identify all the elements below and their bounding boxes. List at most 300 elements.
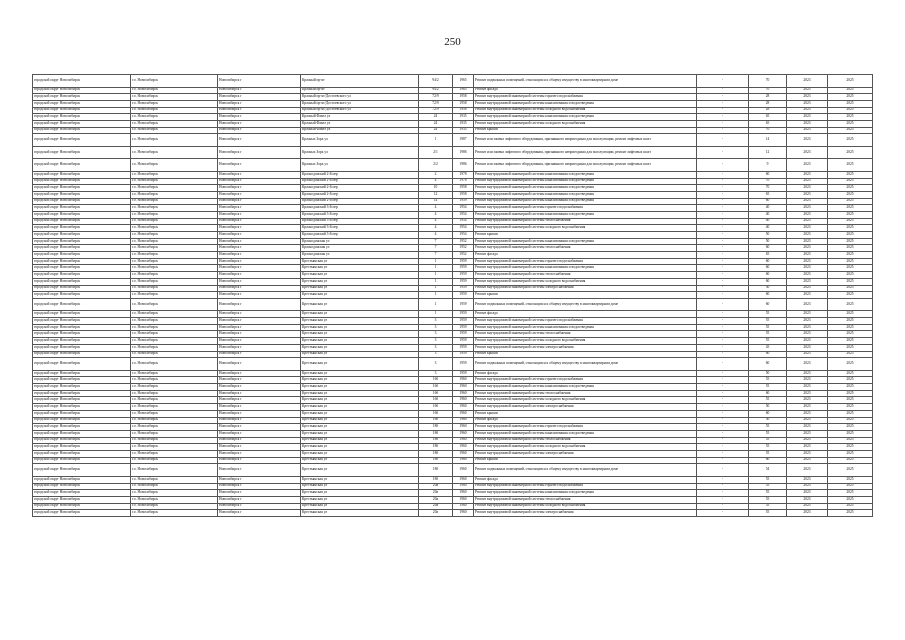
table-row — [33, 444, 873, 451]
house-cell: 18б — [419, 430, 453, 437]
start-year-cell: 2023 — [787, 134, 828, 147]
city-cell: Новосибирск г — [218, 331, 301, 338]
work-type-cell: Ремонт внутридомовой инженерной системы электроснабжения — [474, 450, 697, 457]
street-cell: Краснодонская ул — [301, 245, 419, 252]
street-cell: Крестьянская ул — [301, 384, 419, 391]
value-cell: 50 — [749, 232, 787, 239]
city-cell: Новосибирск г — [218, 185, 301, 192]
district-cell: г.о. Новосибирск — [131, 278, 218, 285]
start-year-cell: 2023 — [787, 344, 828, 351]
work-type-cell: Ремонт внутридомовой инженерной системы канализования и водоотведения — [474, 191, 697, 198]
work-type-cell: Ремонт внутридомовой инженерной системы канализования и водоотведения — [474, 100, 697, 107]
year-cell: 1959 — [453, 344, 474, 351]
value-cell: 28 — [749, 94, 787, 101]
street-cell: Крестьянская ул — [301, 370, 419, 377]
work-type-cell: Ремонт внутридомовой инженерной системы теплоснабжения — [474, 218, 697, 225]
year-cell: 1959 — [453, 198, 474, 205]
dash-cell: - — [697, 205, 749, 212]
year-cell: 1958 — [453, 94, 474, 101]
district-cell: г.о. Новосибирск — [131, 87, 218, 94]
street-cell: Крестьянская ул — [301, 318, 419, 325]
end-year-cell: 2025 — [828, 338, 873, 345]
district-cell: г.о. Новосибирск — [131, 127, 218, 134]
end-year-cell: 2025 — [828, 483, 873, 490]
year-cell: 1960 — [453, 450, 474, 457]
house-cell: 4 — [419, 205, 453, 212]
table-row — [33, 351, 873, 358]
end-year-cell: 2025 — [828, 205, 873, 212]
year-cell: 1959 — [453, 272, 474, 279]
municipality-cell: городской округ Новосибирск — [33, 127, 131, 134]
house-cell: 18б — [419, 437, 453, 444]
start-year-cell: 2023 — [787, 377, 828, 384]
municipality-cell: городской округ Новосибирск — [33, 496, 131, 503]
work-type-cell: Ремонт внутридомовой инженерной системы канализования и водоотведения — [474, 265, 697, 272]
table-row — [33, 198, 873, 205]
dash-cell: - — [697, 351, 749, 358]
city-cell: Новосибирск г — [218, 87, 301, 94]
start-year-cell: 2023 — [787, 444, 828, 451]
district-cell: г.о. Новосибирск — [131, 311, 218, 318]
house-cell: 16б — [419, 377, 453, 384]
table-row — [33, 338, 873, 345]
dash-cell: - — [697, 211, 749, 218]
city-cell: Новосибирск г — [218, 245, 301, 252]
end-year-cell: 2025 — [828, 476, 873, 483]
start-year-cell: 2023 — [787, 370, 828, 377]
year-cell: 1935 — [453, 127, 474, 134]
end-year-cell: 2025 — [828, 225, 873, 232]
municipality-cell: городской округ Новосибирск — [33, 483, 131, 490]
work-type-cell: Ремонт подвальных помещений, относящихся к общему имуществу в многоквартирном доме — [474, 298, 697, 311]
house-cell: 20а — [419, 490, 453, 497]
year-cell: 1959 — [453, 351, 474, 358]
street-cell: Крестьянская ул — [301, 377, 419, 384]
street-cell: Красный Факел ул — [301, 127, 419, 134]
year-cell: 1960 — [453, 464, 474, 477]
end-year-cell: 2025 — [828, 178, 873, 185]
repair-schedule-table — [32, 74, 873, 517]
municipality-cell: городской округ Новосибирск — [33, 272, 131, 279]
house-cell: 72/9 — [419, 94, 453, 101]
work-type-cell: Ремонт или замена лифтового оборудования, признанного непригодным для эксплуатации, ремонт лифтовых шахт — [474, 146, 697, 159]
district-cell: г.о. Новосибирск — [131, 258, 218, 265]
dash-cell: - — [697, 292, 749, 299]
end-year-cell: 2025 — [828, 232, 873, 239]
end-year-cell: 2025 — [828, 285, 873, 292]
start-year-cell: 2023 — [787, 404, 828, 411]
value-cell: 28 — [749, 107, 787, 114]
city-cell: Новосибирск г — [218, 205, 301, 212]
district-cell: г.о. Новосибирск — [131, 464, 218, 477]
dash-cell: - — [697, 100, 749, 107]
end-year-cell: 2025 — [828, 397, 873, 404]
dash-cell: - — [697, 114, 749, 121]
house-cell: 18б — [419, 450, 453, 457]
value-cell: 60 — [749, 171, 787, 178]
district-cell: г.о. Новосибирск — [131, 298, 218, 311]
municipality-cell: городской округ Новосибирск — [33, 450, 131, 457]
house-cell: 16б — [419, 404, 453, 411]
start-year-cell: 2023 — [787, 324, 828, 331]
year-cell: 1959 — [453, 292, 474, 299]
street-cell: Крестьянская ул — [301, 292, 419, 299]
city-cell: Новосибирск г — [218, 278, 301, 285]
house-cell: 4 — [419, 232, 453, 239]
municipality-cell: городской округ Новосибирск — [33, 318, 131, 325]
end-year-cell: 2025 — [828, 134, 873, 147]
dash-cell: - — [697, 417, 749, 424]
dash-cell: - — [697, 503, 749, 510]
year-cell: 1960 — [453, 404, 474, 411]
city-cell: Новосибирск г — [218, 265, 301, 272]
city-cell: Новосибирск г — [218, 120, 301, 127]
table-row — [33, 87, 873, 94]
city-cell: Новосибирск г — [218, 324, 301, 331]
table-row — [33, 344, 873, 351]
street-cell: Краснодонская ул — [301, 238, 419, 245]
year-cell: 1954 — [453, 205, 474, 212]
table-row — [33, 390, 873, 397]
house-cell: 18б — [419, 424, 453, 431]
municipality-cell: городской округ Новосибирск — [33, 205, 131, 212]
dash-cell: - — [697, 178, 749, 185]
start-year-cell: 2023 — [787, 298, 828, 311]
end-year-cell: 2025 — [828, 245, 873, 252]
dash-cell: - — [697, 331, 749, 338]
value-cell: 55 — [749, 384, 787, 391]
table-row — [33, 377, 873, 384]
table-row — [33, 397, 873, 404]
district-cell: г.о. Новосибирск — [131, 198, 218, 205]
municipality-cell: городской округ Новосибирск — [33, 344, 131, 351]
district-cell: г.о. Новосибирск — [131, 265, 218, 272]
year-cell: 1978 — [453, 171, 474, 178]
work-type-cell: Ремонт внутридомовой инженерной системы канализования и водоотведения — [474, 238, 697, 245]
work-type-cell: Ремонт фасада — [474, 370, 697, 377]
city-cell: Новосибирск г — [218, 338, 301, 345]
table-row — [33, 510, 873, 517]
dash-cell: - — [697, 191, 749, 198]
start-year-cell: 2023 — [787, 272, 828, 279]
value-cell: 55 — [749, 496, 787, 503]
year-cell: 1960 — [453, 483, 474, 490]
start-year-cell: 2023 — [787, 311, 828, 318]
district-cell: г.о. Новосибирск — [131, 384, 218, 391]
city-cell: Новосибирск г — [218, 464, 301, 477]
street-cell: Краснодонский 3-й пер — [301, 211, 419, 218]
end-year-cell: 2025 — [828, 437, 873, 444]
year-cell: 1958 — [453, 107, 474, 114]
work-type-cell: Ремонт крыши — [474, 351, 697, 358]
work-type-cell: Ремонт внутридомовой инженерной системы горячего водоснабжения — [474, 424, 697, 431]
dash-cell: - — [697, 358, 749, 371]
city-cell: Новосибирск г — [218, 510, 301, 517]
street-cell: Красный Факел ул — [301, 114, 419, 121]
house-cell: 3 — [419, 338, 453, 345]
year-cell: 1958 — [453, 100, 474, 107]
street-cell: Крестьянская ул — [301, 351, 419, 358]
city-cell: Новосибирск г — [218, 496, 301, 503]
end-year-cell: 2025 — [828, 278, 873, 285]
work-type-cell: Ремонт внутридомовой инженерной системы канализования и водоотведения — [474, 490, 697, 497]
city-cell: Новосибирск г — [218, 311, 301, 318]
work-type-cell: Ремонт фасада — [474, 311, 697, 318]
municipality-cell: городской округ Новосибирск — [33, 370, 131, 377]
value-cell: 50 — [749, 417, 787, 424]
start-year-cell: 2023 — [787, 483, 828, 490]
table-row — [33, 450, 873, 457]
end-year-cell: 2025 — [828, 198, 873, 205]
district-cell: г.о. Новосибирск — [131, 496, 218, 503]
district-cell: г.о. Новосибирск — [131, 404, 218, 411]
dash-cell: - — [697, 171, 749, 178]
value-cell: 65 — [749, 120, 787, 127]
start-year-cell: 2023 — [787, 285, 828, 292]
district-cell: г.о. Новосибирск — [131, 185, 218, 192]
year-cell: 1960 — [453, 377, 474, 384]
municipality-cell: городской округ Новосибирск — [33, 146, 131, 159]
municipality-cell: городской округ Новосибирск — [33, 358, 131, 371]
dash-cell: - — [697, 483, 749, 490]
dash-cell: - — [697, 397, 749, 404]
value-cell: 55 — [749, 324, 787, 331]
house-cell: 18б — [419, 476, 453, 483]
end-year-cell: 2025 — [828, 390, 873, 397]
start-year-cell: 2023 — [787, 496, 828, 503]
year-cell: 1954 — [453, 211, 474, 218]
city-cell: Новосибирск г — [218, 476, 301, 483]
municipality-cell: городской округ Новосибирск — [33, 265, 131, 272]
district-cell: г.о. Новосибирск — [131, 318, 218, 325]
city-cell: Новосибирск г — [218, 127, 301, 134]
dash-cell: - — [697, 390, 749, 397]
work-type-cell: Ремонт внутридомовой инженерной системы канализования и водоотведения — [474, 178, 697, 185]
municipality-cell: городской округ Новосибирск — [33, 114, 131, 121]
district-cell: г.о. Новосибирск — [131, 410, 218, 417]
work-type-cell: Ремонт внутридомовой инженерной системы холодного водоснабжения — [474, 397, 697, 404]
start-year-cell: 2023 — [787, 87, 828, 94]
house-cell: 1 — [419, 298, 453, 311]
city-cell: Новосибирск г — [218, 198, 301, 205]
value-cell: 60 — [749, 457, 787, 464]
table-row — [33, 100, 873, 107]
table-row — [33, 127, 873, 134]
street-cell: Краснодонский 2-й пер — [301, 198, 419, 205]
year-cell: 1960 — [453, 397, 474, 404]
table-row — [33, 430, 873, 437]
street-cell: Крестьянская ул — [301, 457, 419, 464]
start-year-cell: 2023 — [787, 75, 828, 88]
table-row — [33, 159, 873, 172]
start-year-cell: 2023 — [787, 318, 828, 325]
start-year-cell: 2023 — [787, 159, 828, 172]
dash-cell: - — [697, 404, 749, 411]
city-cell: Новосибирск г — [218, 384, 301, 391]
district-cell: г.о. Новосибирск — [131, 75, 218, 88]
work-type-cell: Ремонт фасада — [474, 476, 697, 483]
table-row — [33, 437, 873, 444]
city-cell: Новосибирск г — [218, 503, 301, 510]
start-year-cell: 2023 — [787, 437, 828, 444]
municipality-cell: городской округ Новосибирск — [33, 351, 131, 358]
work-type-cell: Ремонт внутридомовой инженерной системы горячего водоснабжения — [474, 258, 697, 265]
year-cell: 1959 — [453, 265, 474, 272]
street-cell: Крестьянская ул — [301, 417, 419, 424]
municipality-cell: городской округ Новосибирск — [33, 324, 131, 331]
street-cell: Красный пр-кт/Достоевского ул — [301, 107, 419, 114]
value-cell: 55 — [749, 397, 787, 404]
house-cell: 10 — [419, 185, 453, 192]
end-year-cell: 2025 — [828, 94, 873, 101]
dash-cell: - — [697, 225, 749, 232]
house-cell: 72/9 — [419, 100, 453, 107]
end-year-cell: 2025 — [828, 120, 873, 127]
street-cell: Крестьянская ул — [301, 510, 419, 517]
start-year-cell: 2023 — [787, 358, 828, 371]
table-row — [33, 410, 873, 417]
table-row — [33, 94, 873, 101]
value-cell: 60 — [749, 358, 787, 371]
value-cell: 55 — [749, 490, 787, 497]
dash-cell: - — [697, 324, 749, 331]
work-type-cell: Ремонт внутридомовой инженерной системы канализования и водоотведения — [474, 198, 697, 205]
dash-cell: - — [697, 107, 749, 114]
street-cell: Краснодонский 3-й пер — [301, 232, 419, 239]
city-cell: Новосибирск г — [218, 298, 301, 311]
house-cell: 3 — [419, 331, 453, 338]
table-row — [33, 211, 873, 218]
year-cell: 1959 — [453, 358, 474, 371]
table-row — [33, 205, 873, 212]
street-cell: Краснодонский 3-й пер — [301, 205, 419, 212]
value-cell: 60 — [749, 265, 787, 272]
table-row — [33, 225, 873, 232]
end-year-cell: 2025 — [828, 272, 873, 279]
house-cell: 2 — [419, 171, 453, 178]
end-year-cell: 2025 — [828, 344, 873, 351]
value-cell: 50 — [749, 370, 787, 377]
end-year-cell: 2025 — [828, 114, 873, 121]
house-cell: 1 — [419, 272, 453, 279]
work-type-cell: Ремонт внутридомовой инженерной системы канализования и водоотведения — [474, 171, 697, 178]
street-cell: Крестьянская ул — [301, 272, 419, 279]
table-row — [33, 476, 873, 483]
municipality-cell: городской округ Новосибирск — [33, 285, 131, 292]
dash-cell: - — [697, 185, 749, 192]
district-cell: г.о. Новосибирск — [131, 171, 218, 178]
municipality-cell: городской округ Новосибирск — [33, 107, 131, 114]
year-cell: 1965 — [453, 75, 474, 88]
municipality-cell: городской округ Новосибирск — [33, 120, 131, 127]
dash-cell: - — [697, 218, 749, 225]
year-cell: 1960 — [453, 444, 474, 451]
work-type-cell: Ремонт внутридомовой инженерной системы горячего водоснабжения — [474, 205, 697, 212]
house-cell: 20а — [419, 483, 453, 490]
dash-cell: - — [697, 311, 749, 318]
work-type-cell: Ремонт подвальных помещений, относящихся к общему имуществу в многоквартирном доме — [474, 464, 697, 477]
year-cell: 1958 — [453, 185, 474, 192]
city-cell: Новосибирск г — [218, 397, 301, 404]
city-cell: Новосибирск г — [218, 358, 301, 371]
table-row — [33, 311, 873, 318]
city-cell: Новосибирск г — [218, 75, 301, 88]
end-year-cell: 2025 — [828, 311, 873, 318]
house-cell: 1 — [419, 292, 453, 299]
end-year-cell: 2025 — [828, 127, 873, 134]
dash-cell: - — [697, 370, 749, 377]
end-year-cell: 2025 — [828, 464, 873, 477]
house-cell: 24 — [419, 127, 453, 134]
table-row — [33, 245, 873, 252]
table-row — [33, 185, 873, 192]
city-cell: Новосибирск г — [218, 272, 301, 279]
dash-cell: - — [697, 238, 749, 245]
value-cell: 40 — [749, 225, 787, 232]
year-cell: 1960 — [453, 457, 474, 464]
table-row — [33, 272, 873, 279]
street-cell: Крестьянская ул — [301, 476, 419, 483]
value-cell: 55 — [749, 450, 787, 457]
municipality-cell: городской округ Новосибирск — [33, 311, 131, 318]
dash-cell: - — [697, 344, 749, 351]
start-year-cell: 2023 — [787, 464, 828, 477]
work-type-cell: Ремонт внутридомовой инженерной системы холодного водоснабжения — [474, 120, 697, 127]
start-year-cell: 2023 — [787, 338, 828, 345]
value-cell: 55 — [749, 331, 787, 338]
value-cell: 40 — [749, 205, 787, 212]
start-year-cell: 2023 — [787, 417, 828, 424]
year-cell: 1959 — [453, 338, 474, 345]
year-cell: 1965 — [453, 87, 474, 94]
table-row — [33, 265, 873, 272]
dash-cell: - — [697, 437, 749, 444]
start-year-cell: 2023 — [787, 94, 828, 101]
value-cell: 60 — [749, 292, 787, 299]
dash-cell: - — [697, 198, 749, 205]
work-type-cell: Ремонт крыши — [474, 410, 697, 417]
year-cell: 1959 — [453, 258, 474, 265]
district-cell: г.о. Новосибирск — [131, 331, 218, 338]
house-cell: 18б — [419, 464, 453, 477]
work-type-cell: Ремонт внутридомовой инженерной системы холодного водоснабжения — [474, 338, 697, 345]
street-cell: Крестьянская ул — [301, 358, 419, 371]
start-year-cell: 2023 — [787, 331, 828, 338]
street-cell: Крестьянская ул — [301, 503, 419, 510]
end-year-cell: 2025 — [828, 218, 873, 225]
street-cell: Крестьянская ул — [301, 258, 419, 265]
street-cell: Крестьянская ул — [301, 344, 419, 351]
value-cell: 65 — [749, 114, 787, 121]
end-year-cell: 2025 — [828, 377, 873, 384]
work-type-cell: Ремонт фасада — [474, 87, 697, 94]
year-cell: 1960 — [453, 496, 474, 503]
value-cell: 55 — [749, 437, 787, 444]
work-type-cell: Ремонт внутридомовой инженерной системы электроснабжения — [474, 285, 697, 292]
street-cell: Красный пр-кт — [301, 75, 419, 88]
start-year-cell: 2023 — [787, 384, 828, 391]
value-cell: 60 — [749, 278, 787, 285]
end-year-cell: 2025 — [828, 384, 873, 391]
house-cell: 16б — [419, 397, 453, 404]
start-year-cell: 2023 — [787, 198, 828, 205]
year-cell: 1960 — [453, 384, 474, 391]
end-year-cell: 2025 — [828, 75, 873, 88]
house-cell: 94/2 — [419, 87, 453, 94]
house-cell: 3 — [419, 358, 453, 371]
house-cell: 18б — [419, 457, 453, 464]
city-cell: Новосибирск г — [218, 404, 301, 411]
